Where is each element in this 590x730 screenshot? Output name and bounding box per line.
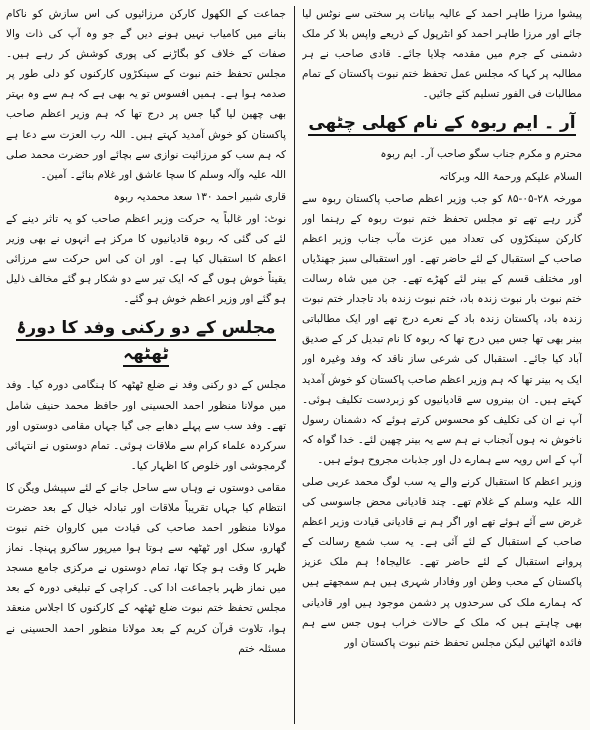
right-paragraph-1: پیشوا مرزا طاہر احمد کے عالیہ بیانات پر سختی سے نوٹس لیا جائے اور مرزا طاہر احمد کو انٹرپول کے ذریعے واپس بلا کر ملک دشمنی کے جرم میں مقدمہ چلایا جائے۔ قادی صاحب نے ہر مطالبہ پر کہا کہ مجلس عمل تحفظ ختم نبوت پاکستان کے تمام مطالبات فی الفور تسلیم کئے جائیں۔ (302, 8, 582, 101)
left-paragraph-3: مجلس کے دو رکنی وفد نے ضلع ٹھٹھہ کا ہنگامی دورہ کیا۔ وفد میں مولانا منظور احمد الحسینی اور حافظ محمد حنیف شامل تھے۔ وفد سب سے پہلے دھابے جی گیا جہاں مقامی دوستوں اور سرکردہ علماء کرام سے ملاقات ہوئی۔ تمام دوستوں نے انتہائی گرمجوشی اور خلوص کا اظہار کیا۔ (6, 379, 286, 472)
left-paragraph-1: جماعت کے الکھول کارکن مرزائیوں کی اس سازش کو ناکام بنانے میں کامیاب نہیں ہونے دیں گے جو وہ آپ کی ذات والا صفات کے خلاف کو بگاڑنے کی پوری کوشش کر رہے ہیں۔ مجلس تحفظ ختم نبوت کے سینکڑوں کارکنوں کو دلی طور پر صدمہ ہوا ہے۔ ہمیں افسوس تو یہ بھی ہے کہ ہم سے وہ بہتر بھی چھین لیا گیا جس پر درج تھا کہ ہم وزیر اعظم صاحب پاکستان کو خوش آمدید کہتے ہیں۔ اللہ رب العزت سے دعا ہے کہ ہم سب کو مرزائیت نوازی سے بچائے اور حضرت محمد صلی اللہ علیہ وآلہ وسلم کا سچا عاشق اور غلام بنائے۔ آمین۔ (6, 8, 286, 181)
column-divider (294, 6, 295, 724)
right-column (302, 4, 582, 726)
right-paragraph-2: مورخہ ۲۸-۰۵-۸۵ کو جب وزیر اعظم صاحب پاکستان ربوہ سے گزر رہے تھے تو مجلس تحفظ ختم نبوت ربوہ کے رہنما اور کارکن سینکڑوں کی تعداد میں عزت مآب جناب وزیر اعظم صاحب کے استقبال کے لئے حاضر تھے۔ اور استقبالی سبز جھنڈیاں اور مختلف قسم کے بینر لئے کھڑے تھے۔ جن میں شاہ رسالت ختم نبوت بار نبوت زندہ باد، ختم نبوت زندہ باد تاجدار ختم نبوت زندہ باد، پاکستان زندہ باد کے نعرے درج تھے اور ایک مطالباتی بینر بھی تھا جس میں درج تھا کہ ربوہ کا نام تبدیل کر کے صدیق آباد کیا جائے۔ استقبال کی شرعی ساز ناقد کہ وفد وغیرہ اور ایک یہ بینر تھا کہ ہم وزیر اعظم صاحب پاکستان کو خوش آمدید کہتے ہیں۔ ان بینروں سے قادیانیوں کو زبردست تکلیف ہوئی۔ آپ نے ان کی تکلیف کو محسوس کرتے ہوئے کہ دشمنان رسول ناخوش نہ ہوں آنجناب نے ہم سے یہ بینر چھین لئے۔ خدا گواہ کہ آپ کے اس رویہ سے ہمارے دل اور جذبات مجروح ہوئے ہیں۔ (302, 192, 582, 466)
letter-addressee: محترم و مکرم جناب سگو صاحب آر۔ ایم ربوہ (380, 148, 582, 161)
right-paragraph-3: وزیر اعظم کا استقبال کرنے والے یہ سب لوگ محمد عربی صلی اللہ علیہ وسلم کے غلام تھے۔ چند قادیانی محض جاسوسی کی غرض سے آئے ہوئے تھے اور اگر ہم نے قادیانی قیادت وزیر اعظم صاحب کے استقبال کے لئے آئی ہے۔ یہ سب شمع رسالت کے پروانے استقبال کے لئے حاضر تھے۔ عالیجاہ! ہم ملک عزیز پاکستان کے محب وطن اور وفادار شہری ہیں ہم سمجھتے ہیں کہ ہمارے ملک کی سرحدوں پر دشمن موجود ہیں اور قادیانی بھی چاہتے ہیں کہ ملک کے حالات خراب ہوں جس سے ہم فائدہ اٹھائیں لیکن مجلس تحفظ ختم نبوت پاکستان اور (302, 475, 582, 649)
left-paragraph-2: نوٹ: اور غالباً یہ حرکت وزیر اعظم صاحب کو یہ تاثر دینے کے لئے کی گئی کہ ربوہ قادیانیوں کا مرکز ہے انہوں نے بھی وزیر اعظم کا استقبال کیا ہے۔ اور ان کی اس حرکت سے مرزائی یقیناً خوش ہوں گے کہ ایک تیر سے دو شکار ہو گئے مخالف ذلیل ہو گئے اور وزیر اعظم خوش ہو گئے۔ (6, 212, 286, 306)
left-paragraph-4: مقامی دوستوں نے وہاں سے ساحل جانے کے لئے سپیشل ویگن کا انتظام کیا جہاں تقریباً ملاقات اور تبادلہ خیال کے بعد حضرت مولانا منظور احمد صاحب کی قیادت میں کاروان ختم نبوت گھارو، سکل اور ٹھٹھہ سے ہوتا ہوا میرپور ساکرو پہنچا۔ نماز ظہر کا وقت ہو چکا تھا، تمام دوستوں نے مرکزی جامع مسجد میں نماز ظہر باجماعت ادا کی۔ کراچی کے تبلیغی دورہ کے بعد مجلس تحفظ ختم نبوت ضلع ٹھٹھہ کے کارکنوں کا اجلاس منعقد ہوا، تلاوت قرآن کریم کے بعد مولانا منظور احمد الحسینی نے مسئلہ ختم (6, 481, 286, 655)
letter-greeting: السلام علیکم ورحمۃ اللہ وبرکاتہ (439, 170, 582, 183)
left-column (6, 4, 286, 726)
open-letter-heading: آر ۔ ایم ربوہ کے نام کھلی چٹھی (302, 110, 582, 136)
left-signature: قاری شبیر احمد ۱۳۰ سعد محمدیہ ربوہ (113, 190, 286, 203)
thatta-delegation-heading: مجلس کے دو رکنی وفد کا دورۂ ٹھٹھہ (6, 315, 286, 367)
